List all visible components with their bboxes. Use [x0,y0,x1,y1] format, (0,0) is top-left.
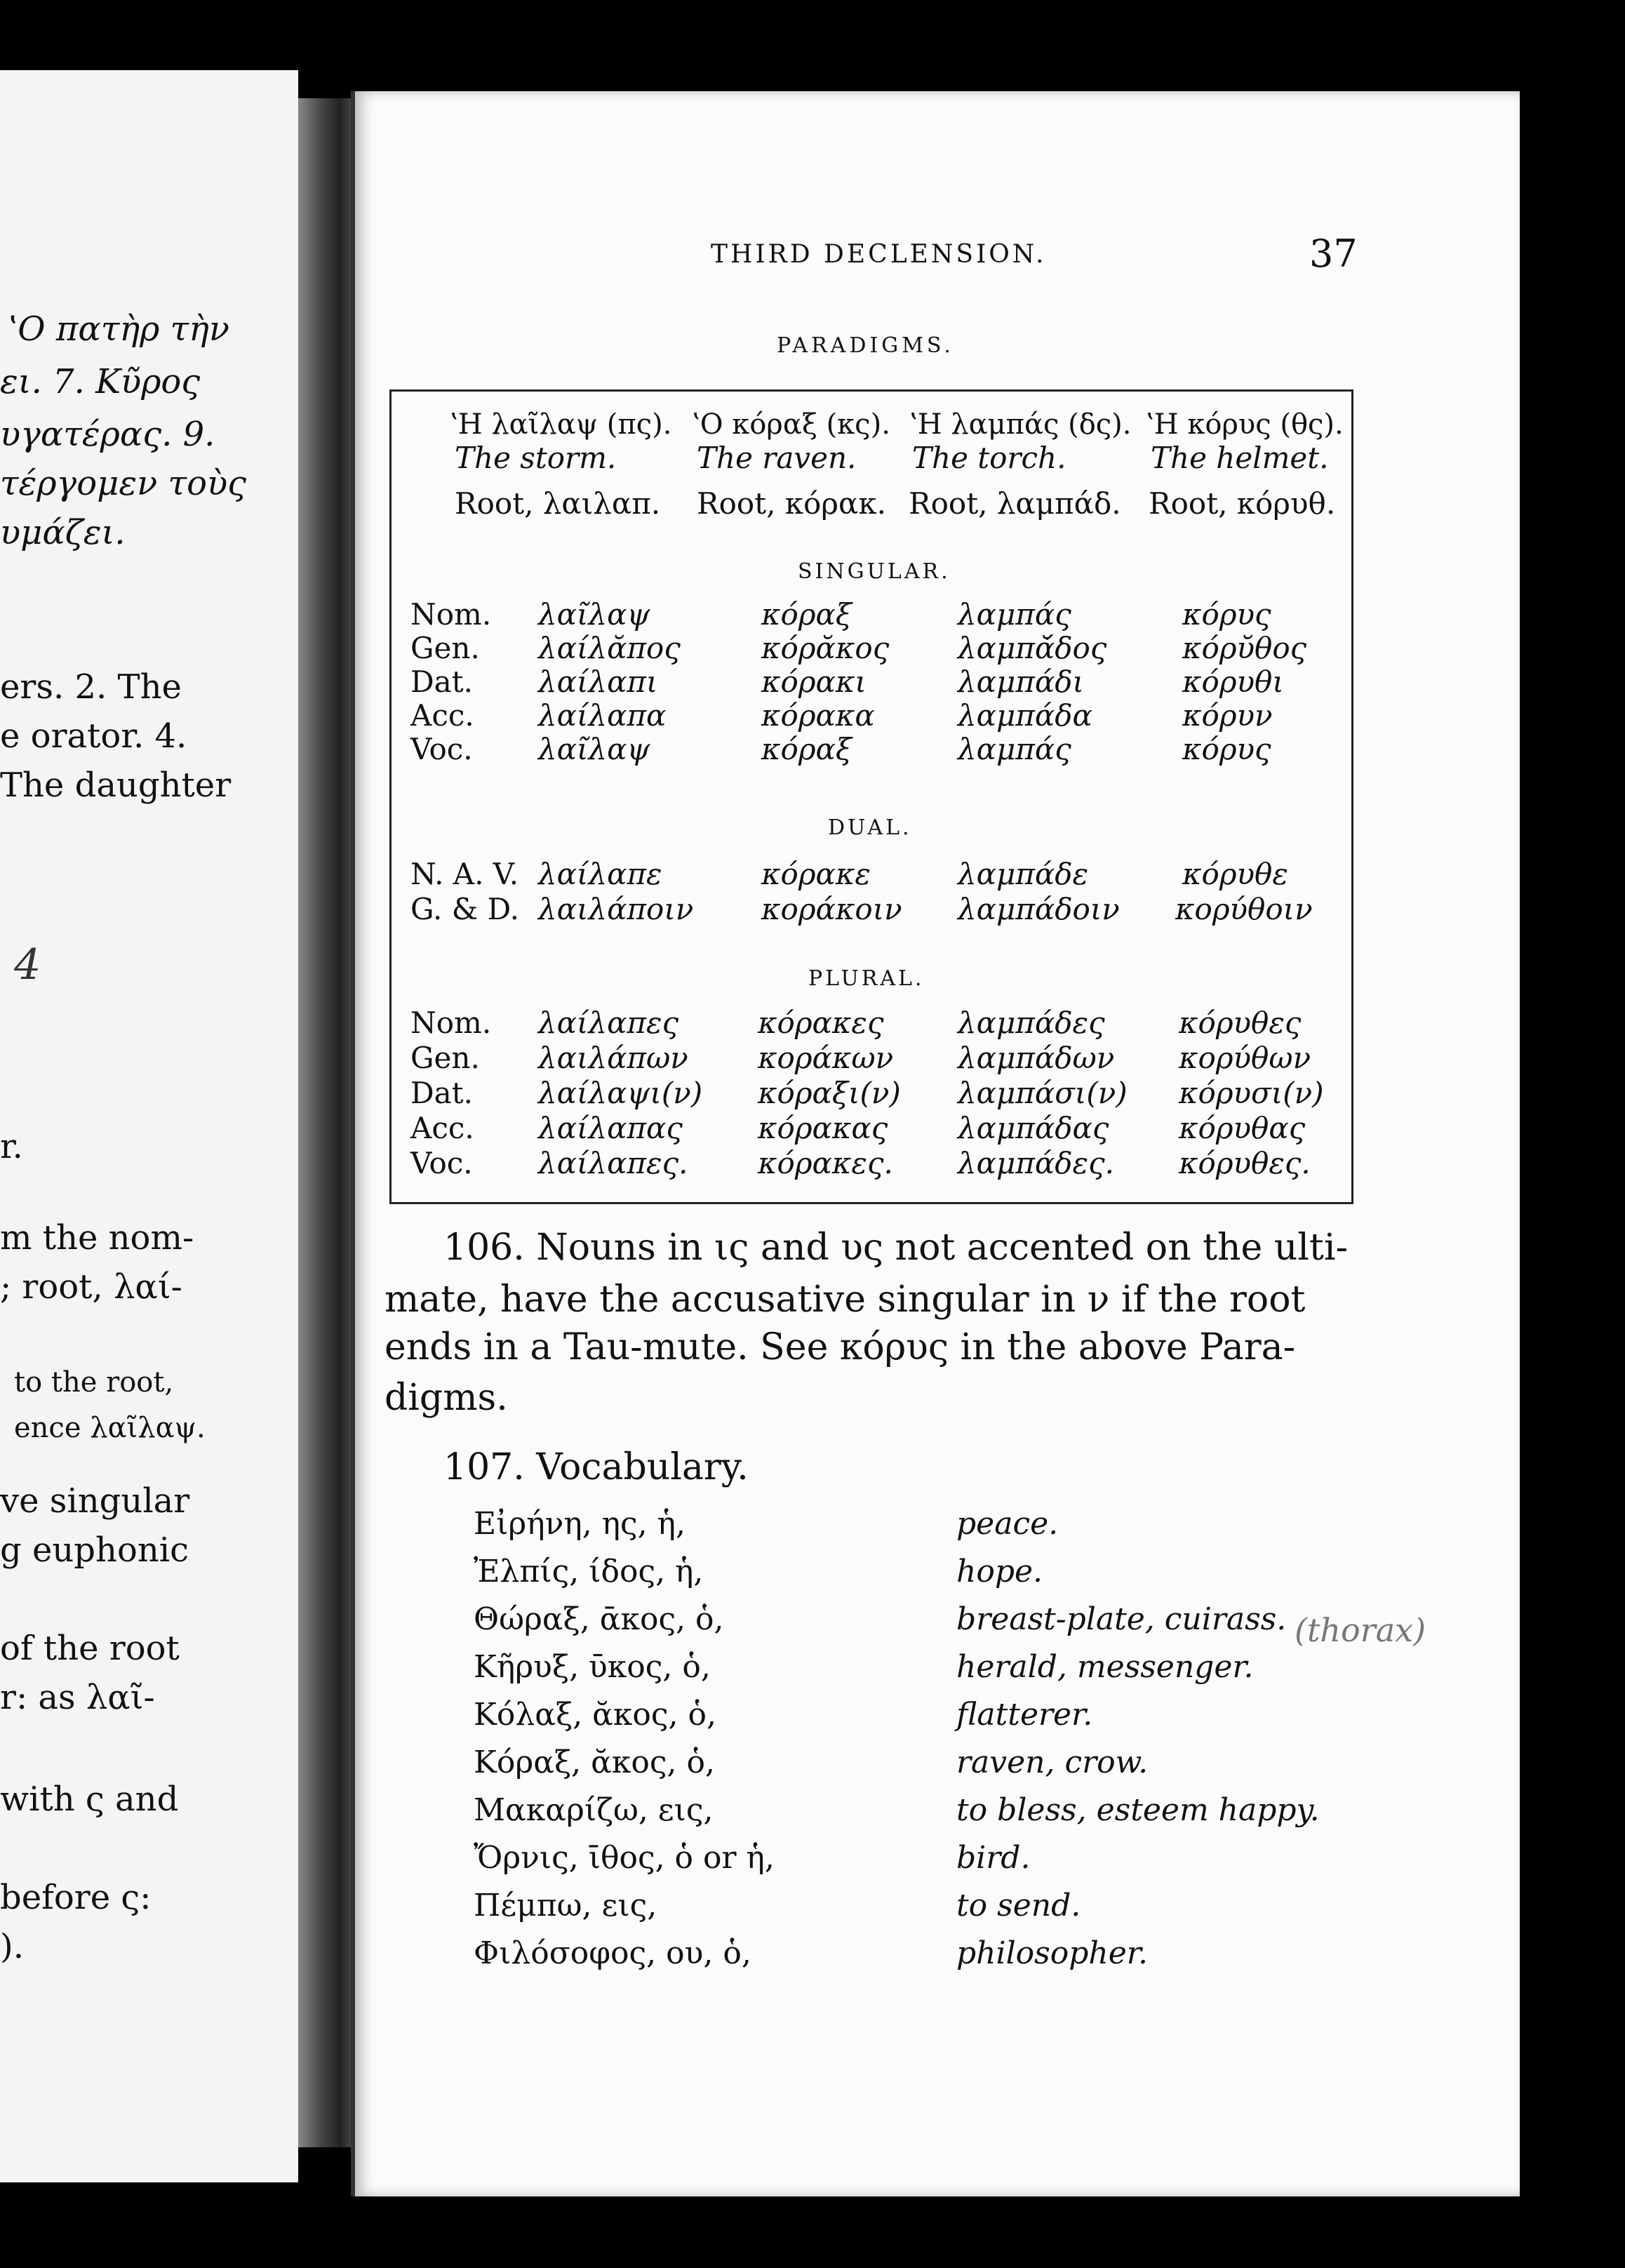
form: κόραξι(ν) [758,1076,901,1110]
left-line: The daughter [0,766,232,805]
left-line: ʽΟ πατὴρ τὴν [7,309,230,349]
section-label-singular: SINGULAR. [798,559,951,584]
vocab-greek: Φιλόσοφος, ου, ὁ, [474,1935,751,1971]
form: κόρακι [761,665,867,699]
noun-root: Root, λαιλαπ. [455,486,661,521]
form: κόρᾰκος [761,631,890,665]
noun-root: Root, κόρυθ. [1149,486,1336,521]
form: κόρυθες [1179,1006,1302,1040]
case-label: Nom. [410,597,492,632]
left-line: ει. 7. Κῦρος [0,362,201,401]
vocab-english: peace. [956,1506,1059,1542]
noun-head: ʽΗ κόρυς (θς). [1145,408,1344,441]
form: λαίλᾰπος [538,631,681,665]
form: λαίλαψι(ν) [538,1076,703,1110]
form: λαμπᾰ́δος [958,631,1107,665]
form: λαίλαπες [538,1006,679,1040]
left-line: ence λαῖλαψ. [14,1412,206,1444]
case-label: Voc. [410,732,473,766]
form: λαμπάδι [958,665,1084,699]
case-label: Dat. [410,1076,473,1110]
page-number: 37 [1309,232,1358,276]
form: κόρυθας [1179,1111,1306,1145]
section-106-line: ends in a Tau-mute. See κόρυς in the above Para- [384,1326,1296,1368]
left-line: ; root, λαί- [0,1267,182,1307]
form: λαμπάδε [958,857,1089,891]
vocab-english: breast-plate, cuirass. [956,1601,1287,1637]
noun-head: ʽΗ λαῖλαψ (πς). [449,408,672,441]
vocab-greek: Κόλαξ, ᾰκος, ὁ, [474,1697,716,1733]
noun-head: ʽΗ λαμπάς (δς). [909,408,1132,441]
form: λαμπάδας [958,1111,1109,1145]
section-label-dual: DUAL. [828,815,912,840]
case-label: Acc. [410,698,474,733]
form: κόρυθε [1182,857,1288,891]
noun-root: Root, λαμπάδ. [909,486,1121,521]
form: λαῖλαψ [538,597,650,632]
form: κόρυς [1182,732,1271,766]
paradigms-title: PARADIGMS. [777,333,954,358]
handwritten-margin-note: (thorax) [1295,1611,1426,1649]
noun-meaning: The storm. [455,441,617,475]
form: λαῖλαψ [538,732,650,766]
vocab-greek: Κόραξ, ᾰκος, ὁ, [474,1745,715,1780]
left-line: with ς and [0,1780,179,1819]
form: λαιλάποιν [538,892,694,926]
form: κορύθοιν [1175,892,1313,926]
vocab-english: philosopher. [956,1935,1148,1971]
left-line: to the root, [14,1366,174,1399]
form: κοράκων [758,1041,894,1075]
form: λαμπάς [958,597,1071,632]
left-line: ers. 2. The [0,667,182,707]
form: λαίλαπας [538,1111,683,1145]
book-gutter [298,98,358,2147]
left-line: r. [0,1127,23,1166]
form: λαμπάδοιν [958,892,1120,926]
left-line: m the nom- [0,1218,194,1258]
section-label-plural: PLURAL. [808,966,925,991]
vocabulary-heading: 107. Vocabulary. [443,1446,749,1488]
form: κόρακα [761,698,875,733]
vocab-greek: Θώραξ, ᾱκος, ὁ, [474,1601,724,1637]
form: κόρυν [1182,698,1273,733]
previous-page [0,70,298,2182]
form: κόραξ [761,732,852,766]
noun-meaning: The torch. [912,441,1066,475]
vocab-english: to send. [956,1888,1081,1923]
left-line: υγατέρας. 9. [0,415,215,454]
case-label: Acc. [410,1111,474,1145]
section-106-line: 106. Nouns in ις and υς not accented on the ulti- [443,1227,1349,1269]
noun-meaning: The raven. [697,441,857,475]
vocab-greek: Ὄρνις, ῑθος, ὁ or ἡ, [474,1840,775,1876]
form: κόρυς [1182,597,1271,632]
vocab-english: raven, crow. [956,1745,1149,1780]
form: λαίλαπι [538,665,658,699]
section-106-line: digms. [384,1377,508,1419]
case-label: Gen. [410,1041,480,1075]
form: κορύθων [1179,1041,1311,1075]
vocab-english: herald, messenger. [956,1649,1254,1685]
left-line: e orator. 4. [0,716,187,756]
form: κόρακας [758,1111,888,1145]
vocab-greek: Πέμπω, εις, [474,1888,657,1923]
noun-root: Root, κόρακ. [697,486,886,521]
left-line: υμάζει. [0,513,126,552]
form: λαμπάς [958,732,1071,766]
noun-head: ʽΟ κόραξ (κς). [691,408,890,441]
vocab-english: flatterer. [956,1697,1093,1733]
case-label: Gen. [410,631,480,665]
form: λαμπάδες. [958,1146,1114,1180]
form: κόρυσι(ν) [1179,1076,1324,1110]
running-title: THIRD DECLENSION. [711,240,1047,269]
form: κόρυθες. [1179,1146,1311,1180]
pencil-mark: 4 [14,940,41,989]
form: λαίλαπα [538,698,667,733]
form: κόραξ [761,597,852,632]
left-line: τέργομεν τοὺς [0,464,247,503]
case-label: Voc. [410,1146,473,1180]
case-label: Nom. [410,1006,492,1040]
form: κόρακε [761,857,871,891]
form: κόρακες. [758,1146,893,1180]
case-label: N. A. V. [410,857,519,891]
noun-meaning: The helmet. [1151,441,1329,475]
vocab-greek: Μακαρίζω, εις, [474,1792,714,1828]
left-line: ve singular [0,1481,190,1521]
vocab-english: hope. [956,1554,1043,1589]
vocab-english: bird. [956,1840,1031,1876]
form: κόρακες [758,1006,884,1040]
form: λαίλαπες. [538,1146,688,1180]
form: λαμπάσι(ν) [958,1076,1128,1110]
vocab-greek: Εἰρήνη, ης, ἡ, [474,1506,686,1542]
form: λαμπάδα [958,698,1092,733]
case-label: G. & D. [410,892,520,926]
vocab-greek: Κῆρυξ, ῡκος, ὁ, [474,1649,711,1685]
form: κόρῠθος [1182,631,1307,665]
left-line: of the root [0,1629,180,1668]
left-line: r: as λαῖ- [0,1678,155,1717]
section-106-line: mate, have the accusative singular in ν if the root [384,1279,1306,1321]
form: λαίλαπε [538,857,662,891]
form: λαιλάπων [538,1041,688,1075]
form: κοράκοιν [761,892,902,926]
form: λαμπάδων [958,1041,1115,1075]
form: κόρυθι [1182,665,1284,699]
vocab-english: to bless, esteem happy. [956,1792,1320,1828]
left-line: g euphonic [0,1530,189,1570]
left-line: before ς: [0,1878,152,1917]
case-label: Dat. [410,665,473,699]
left-line: ). [0,1927,24,1966]
form: λαμπάδες [958,1006,1105,1040]
vocab-greek: Ἐλπίς, ίδος, ἡ, [474,1554,704,1589]
